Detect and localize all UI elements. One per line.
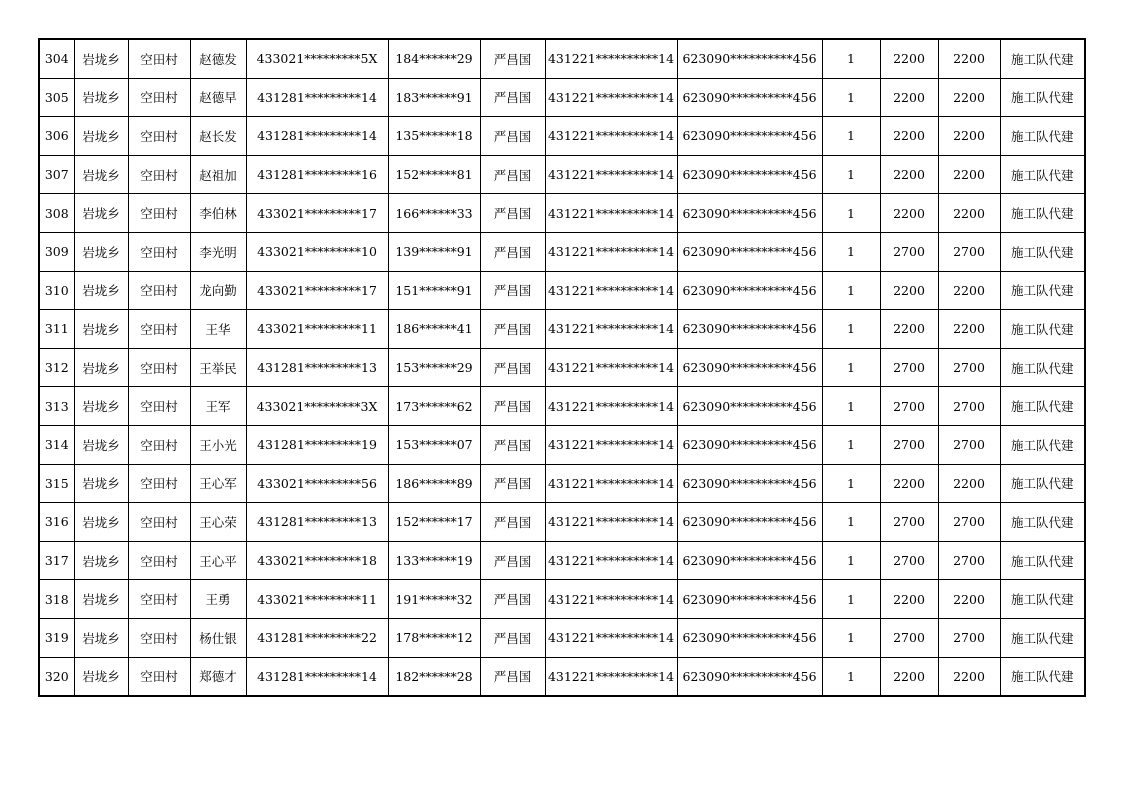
payee-cell: 严昌国 [480,271,545,310]
quantity-cell: 1 [822,310,880,349]
township-cell: 岩垅乡 [74,310,128,349]
quantity-cell: 1 [822,657,880,696]
village-cell: 空田村 [128,657,190,696]
payee-id-cell: 431221**********14 [545,194,677,233]
subsidy-amount-cell: 2200 [880,78,938,117]
quantity-cell: 1 [822,618,880,657]
bank-account-cell: 623090**********456 [677,310,822,349]
name-cell: 王举民 [190,348,246,387]
name-cell: 李光明 [190,232,246,271]
payee-id-cell: 431221**********14 [545,310,677,349]
roster-table [38,38,1086,697]
phone-cell: 133******19 [388,541,480,580]
build-method-cell: 施工队代建 [1000,657,1085,696]
payee-cell: 严昌国 [480,310,545,349]
row-number-cell: 317 [39,541,74,580]
name-cell: 王心荣 [190,503,246,542]
township-cell: 岩垅乡 [74,194,128,233]
quantity-cell: 1 [822,232,880,271]
payee-id-cell: 431221**********14 [545,39,677,78]
phone-cell: 186******41 [388,310,480,349]
row-number-cell: 304 [39,39,74,78]
township-cell: 岩垅乡 [74,580,128,619]
village-cell: 空田村 [128,580,190,619]
village-cell: 空田村 [128,387,190,426]
row-number-cell: 313 [39,387,74,426]
payee-cell: 严昌国 [480,425,545,464]
table-row [39,271,1085,310]
row-number-cell: 320 [39,657,74,696]
row-number-cell: 310 [39,271,74,310]
village-cell: 空田村 [128,618,190,657]
quantity-cell: 1 [822,503,880,542]
id-number-cell: 433021*********56 [246,464,388,503]
payee-cell: 严昌国 [480,117,545,156]
bank-account-cell: 623090**********456 [677,194,822,233]
paid-amount-cell: 2700 [938,387,1000,426]
table-row [39,464,1085,503]
row-number-cell: 309 [39,232,74,271]
township-cell: 岩垅乡 [74,657,128,696]
paid-amount-cell: 2700 [938,503,1000,542]
subsidy-amount-cell: 2700 [880,541,938,580]
payee-id-cell: 431221**********14 [545,618,677,657]
name-cell: 王心平 [190,541,246,580]
phone-cell: 135******18 [388,117,480,156]
payee-cell: 严昌国 [480,78,545,117]
bank-account-cell: 623090**********456 [677,618,822,657]
id-number-cell: 431281*********14 [246,78,388,117]
township-cell: 岩垅乡 [74,503,128,542]
build-method-cell: 施工队代建 [1000,271,1085,310]
township-cell: 岩垅乡 [74,541,128,580]
build-method-cell: 施工队代建 [1000,117,1085,156]
name-cell: 杨仕银 [190,618,246,657]
village-cell: 空田村 [128,541,190,580]
phone-cell: 191******32 [388,580,480,619]
payee-id-cell: 431221**********14 [545,348,677,387]
subsidy-amount-cell: 2200 [880,194,938,233]
id-number-cell: 433021*********3X [246,387,388,426]
build-method-cell: 施工队代建 [1000,348,1085,387]
table-row [39,657,1085,696]
bank-account-cell: 623090**********456 [677,541,822,580]
paid-amount-cell: 2200 [938,580,1000,619]
build-method-cell: 施工队代建 [1000,39,1085,78]
subsidy-amount-cell: 2200 [880,464,938,503]
township-cell: 岩垅乡 [74,464,128,503]
name-cell: 赵德早 [190,78,246,117]
township-cell: 岩垅乡 [74,78,128,117]
bank-account-cell: 623090**********456 [677,271,822,310]
bank-account-cell: 623090**********456 [677,117,822,156]
bank-account-cell: 623090**********456 [677,657,822,696]
village-cell: 空田村 [128,117,190,156]
village-cell: 空田村 [128,348,190,387]
build-method-cell: 施工队代建 [1000,387,1085,426]
payee-id-cell: 431221**********14 [545,232,677,271]
payee-id-cell: 431221**********14 [545,503,677,542]
table-row [39,39,1085,78]
quantity-cell: 1 [822,117,880,156]
phone-cell: 186******89 [388,464,480,503]
id-number-cell: 433021*********17 [246,194,388,233]
row-number-cell: 318 [39,580,74,619]
build-method-cell: 施工队代建 [1000,618,1085,657]
build-method-cell: 施工队代建 [1000,310,1085,349]
subsidy-amount-cell: 2200 [880,580,938,619]
build-method-cell: 施工队代建 [1000,194,1085,233]
row-number-cell: 316 [39,503,74,542]
subsidy-amount-cell: 2200 [880,657,938,696]
township-cell: 岩垅乡 [74,387,128,426]
payee-cell: 严昌国 [480,580,545,619]
table-row [39,618,1085,657]
table-row [39,78,1085,117]
build-method-cell: 施工队代建 [1000,425,1085,464]
quantity-cell: 1 [822,271,880,310]
village-cell: 空田村 [128,425,190,464]
build-method-cell: 施工队代建 [1000,464,1085,503]
payee-id-cell: 431221**********14 [545,155,677,194]
id-number-cell: 433021*********17 [246,271,388,310]
id-number-cell: 431281*********16 [246,155,388,194]
build-method-cell: 施工队代建 [1000,541,1085,580]
table-row [39,580,1085,619]
id-number-cell: 431281*********19 [246,425,388,464]
phone-cell: 184******29 [388,39,480,78]
paid-amount-cell: 2700 [938,425,1000,464]
phone-cell: 166******33 [388,194,480,233]
paid-amount-cell: 2200 [938,657,1000,696]
village-cell: 空田村 [128,503,190,542]
name-cell: 龙向勤 [190,271,246,310]
village-cell: 空田村 [128,232,190,271]
township-cell: 岩垅乡 [74,271,128,310]
phone-cell: 173******62 [388,387,480,426]
paid-amount-cell: 2200 [938,194,1000,233]
payee-id-cell: 431221**********14 [545,78,677,117]
bank-account-cell: 623090**********456 [677,232,822,271]
paid-amount-cell: 2200 [938,310,1000,349]
name-cell: 赵长发 [190,117,246,156]
subsidy-amount-cell: 2700 [880,503,938,542]
subsidy-amount-cell: 2200 [880,117,938,156]
build-method-cell: 施工队代建 [1000,580,1085,619]
village-cell: 空田村 [128,155,190,194]
township-cell: 岩垅乡 [74,232,128,271]
row-number-cell: 306 [39,117,74,156]
id-number-cell: 433021*********11 [246,310,388,349]
phone-cell: 152******81 [388,155,480,194]
township-cell: 岩垅乡 [74,348,128,387]
bank-account-cell: 623090**********456 [677,155,822,194]
payee-cell: 严昌国 [480,541,545,580]
township-cell: 岩垅乡 [74,425,128,464]
paid-amount-cell: 2200 [938,464,1000,503]
quantity-cell: 1 [822,387,880,426]
quantity-cell: 1 [822,464,880,503]
table-row [39,310,1085,349]
village-cell: 空田村 [128,39,190,78]
subsidy-amount-cell: 2700 [880,387,938,426]
paid-amount-cell: 2200 [938,155,1000,194]
table-row [39,387,1085,426]
payee-id-cell: 431221**********14 [545,657,677,696]
name-cell: 赵祖加 [190,155,246,194]
id-number-cell: 433021*********10 [246,232,388,271]
id-number-cell: 431281*********14 [246,117,388,156]
quantity-cell: 1 [822,348,880,387]
township-cell: 岩垅乡 [74,618,128,657]
payee-id-cell: 431221**********14 [545,541,677,580]
quantity-cell: 1 [822,155,880,194]
id-number-cell: 431281*********13 [246,348,388,387]
village-cell: 空田村 [128,78,190,117]
name-cell: 赵德发 [190,39,246,78]
payee-id-cell: 431221**********14 [545,271,677,310]
paid-amount-cell: 2200 [938,271,1000,310]
subsidy-amount-cell: 2200 [880,155,938,194]
id-number-cell: 433021*********18 [246,541,388,580]
township-cell: 岩垅乡 [74,155,128,194]
table-row [39,117,1085,156]
phone-cell: 139******91 [388,232,480,271]
subsidy-amount-cell: 2200 [880,310,938,349]
roster-body [39,39,1085,696]
row-number-cell: 305 [39,78,74,117]
payee-id-cell: 431221**********14 [545,425,677,464]
build-method-cell: 施工队代建 [1000,78,1085,117]
subsidy-amount-cell: 2200 [880,271,938,310]
phone-cell: 178******12 [388,618,480,657]
bank-account-cell: 623090**********456 [677,39,822,78]
village-cell: 空田村 [128,194,190,233]
payee-cell: 严昌国 [480,618,545,657]
bank-account-cell: 623090**********456 [677,348,822,387]
subsidy-amount-cell: 2700 [880,232,938,271]
payee-cell: 严昌国 [480,657,545,696]
subsidy-amount-cell: 2700 [880,618,938,657]
village-cell: 空田村 [128,310,190,349]
payee-cell: 严昌国 [480,194,545,233]
paid-amount-cell: 2200 [938,78,1000,117]
name-cell: 王华 [190,310,246,349]
payee-id-cell: 431221**********14 [545,117,677,156]
phone-cell: 153******07 [388,425,480,464]
build-method-cell: 施工队代建 [1000,232,1085,271]
quantity-cell: 1 [822,541,880,580]
payee-id-cell: 431221**********14 [545,387,677,426]
quantity-cell: 1 [822,194,880,233]
build-method-cell: 施工队代建 [1000,155,1085,194]
phone-cell: 183******91 [388,78,480,117]
payee-cell: 严昌国 [480,39,545,78]
paid-amount-cell: 2700 [938,618,1000,657]
row-number-cell: 312 [39,348,74,387]
payee-cell: 严昌国 [480,503,545,542]
payee-cell: 严昌国 [480,348,545,387]
name-cell: 王勇 [190,580,246,619]
id-number-cell: 431281*********22 [246,618,388,657]
bank-account-cell: 623090**********456 [677,78,822,117]
name-cell: 王小光 [190,425,246,464]
table-row [39,503,1085,542]
table-row [39,194,1085,233]
table-row [39,155,1085,194]
payee-id-cell: 431221**********14 [545,580,677,619]
payee-cell: 严昌国 [480,155,545,194]
name-cell: 郑德才 [190,657,246,696]
quantity-cell: 1 [822,580,880,619]
payee-cell: 严昌国 [480,232,545,271]
payee-cell: 严昌国 [480,464,545,503]
bank-account-cell: 623090**********456 [677,387,822,426]
bank-account-cell: 623090**********456 [677,580,822,619]
table-row [39,232,1085,271]
payee-cell: 严昌国 [480,387,545,426]
build-method-cell: 施工队代建 [1000,503,1085,542]
id-number-cell: 431281*********13 [246,503,388,542]
id-number-cell: 431281*********14 [246,657,388,696]
village-cell: 空田村 [128,271,190,310]
row-number-cell: 307 [39,155,74,194]
row-number-cell: 311 [39,310,74,349]
paid-amount-cell: 2700 [938,541,1000,580]
bank-account-cell: 623090**********456 [677,425,822,464]
township-cell: 岩垅乡 [74,117,128,156]
paid-amount-cell: 2200 [938,117,1000,156]
row-number-cell: 315 [39,464,74,503]
name-cell: 李伯林 [190,194,246,233]
quantity-cell: 1 [822,425,880,464]
payee-id-cell: 431221**********14 [545,464,677,503]
subsidy-amount-cell: 2200 [880,39,938,78]
bank-account-cell: 623090**********456 [677,503,822,542]
village-cell: 空田村 [128,464,190,503]
name-cell: 王军 [190,387,246,426]
subsidy-amount-cell: 2700 [880,348,938,387]
quantity-cell: 1 [822,39,880,78]
table-row [39,348,1085,387]
row-number-cell: 314 [39,425,74,464]
name-cell: 王心军 [190,464,246,503]
paid-amount-cell: 2700 [938,232,1000,271]
subsidy-amount-cell: 2700 [880,425,938,464]
table-row [39,541,1085,580]
quantity-cell: 1 [822,78,880,117]
row-number-cell: 308 [39,194,74,233]
id-number-cell: 433021*********11 [246,580,388,619]
phone-cell: 151******91 [388,271,480,310]
row-number-cell: 319 [39,618,74,657]
id-number-cell: 433021*********5X [246,39,388,78]
paid-amount-cell: 2700 [938,348,1000,387]
phone-cell: 152******17 [388,503,480,542]
table-row [39,425,1085,464]
phone-cell: 153******29 [388,348,480,387]
township-cell: 岩垅乡 [74,39,128,78]
paid-amount-cell: 2200 [938,39,1000,78]
phone-cell: 182******28 [388,657,480,696]
bank-account-cell: 623090**********456 [677,464,822,503]
